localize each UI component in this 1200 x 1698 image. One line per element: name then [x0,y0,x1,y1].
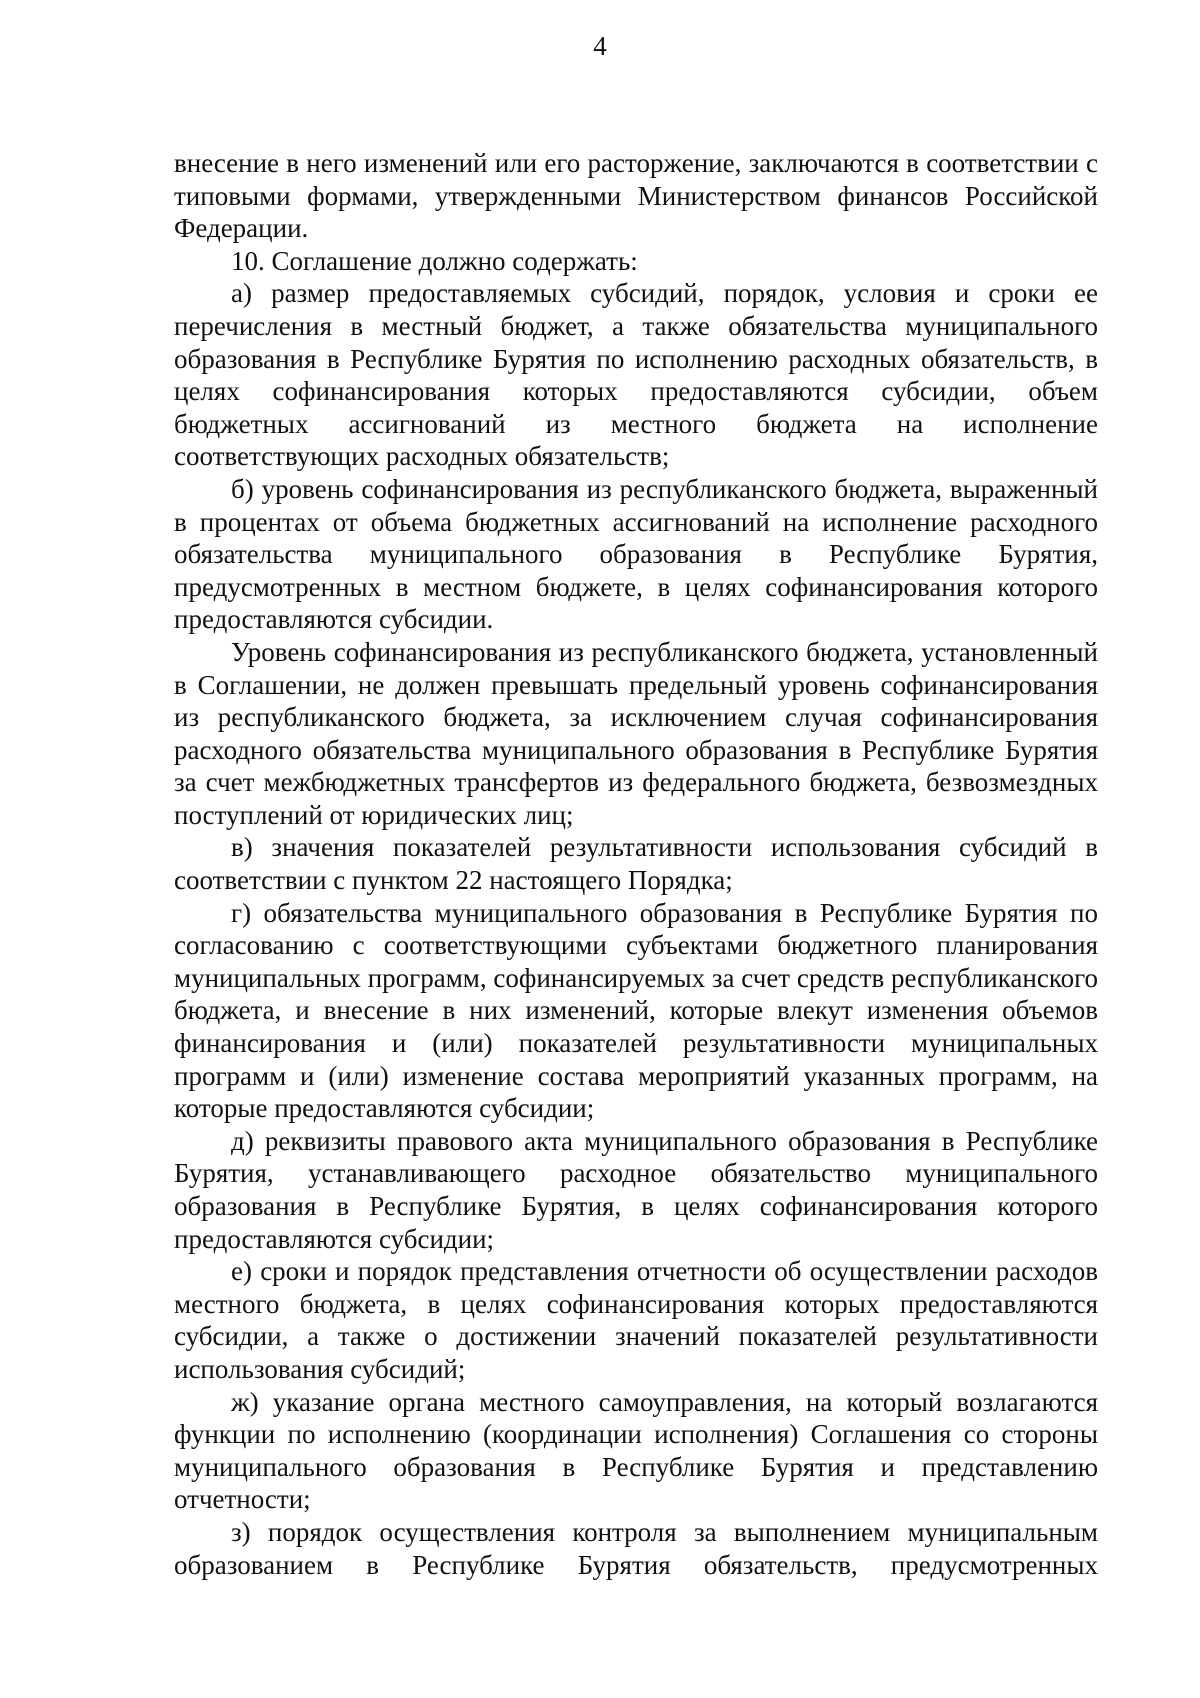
paragraph-continuation: внесение в него изменений или его расторжение, заключаются в соответствии с типовыми формами, утвержденными Министерством финансов Российской Федерации. [174,148,1098,244]
paragraph-subitem-b: б) уровень софинансирования из республиканского бюджета, выраженный в процентах от объема бюджетных ассигнований на исполнение расходного обязательства муниципального образования в Республике Бурятия, предусмотренных в местном бюджете, в целях софинансирования которого предоставляются субсидии. [174,473,1098,635]
paragraph-subitem-g: г) обязательства муниципального образования в Республике Бурятия по согласованию с соответствующими субъектами бюджетного планирования муниципальных программ, софинансируемых за счет средств республиканского бюджета, и внесение в них изменений, которые влекут изменения объемов финансирования и (или) показателей результативности муниципальных программ и (или) изменение состава мероприятий указанных программ, на которые предоставляются субсидии; [174,897,1098,1124]
document-body [174,147,1098,1581]
page-number: 4 [593,31,607,61]
paragraph-subitem-d: д) реквизиты правового акта муниципального образования в Республике Бурятия, устанавливающего расходное обязательство муниципального образования в Республике Бурятия, в целях софинансирования которого предоставляются субсидии; [174,1125,1098,1254]
paragraph-subitem-e: е) сроки и порядок представления отчетности об осуществлении расходов местного бюджета, в целях софинансирования которых предоставляются субсидии, а также о достижении значений показателей результативности использования субсидий; [174,1256,1098,1384]
paragraph-cofinancing-level: Уровень софинансирования из республиканского бюджета, установленный в Соглашении, не должен превышать предельный уровень софинансирования из республиканского бюджета, за исключением случая софинансирования расходного обязательства муниципального образования в Республике Бурятия за счет межбюджетных трансфертов из федерального бюджета, безвозмездных поступлений от юридических лиц; [174,636,1098,830]
paragraph-subitem-v: в) значения показателей результативности использования субсидий в соответствии с пунктом 22 настоящего Порядка; [174,832,1098,896]
paragraph-item-10: 10. Соглашение должно содержать: [231,245,638,276]
paragraph-subitem-z: з) порядок осуществления контроля за выполнением муниципальным образованием в Республике Бурятия обязательств, предусмотренных [174,1516,1098,1580]
paragraph-subitem-zh: ж) указание органа местного самоуправления, на который возлагаются функции по исполнению (координации исполнения) Соглашения со стороны муниципального образования в Республике Бурятия и представлению отчетности; [174,1386,1098,1515]
paragraph-subitem-a: а) размер предоставляемых субсидий, порядок, условия и сроки ее перечисления в местный бюджет, а также обязательства муниципального образования в Республике Бурятия по исполнению расходных обязательств, в целях софинансирования которых предоставляются субсидии, объем бюджетных ассигнований из местного бюджета на исполнение соответствующих расходных обязательств; [174,278,1098,472]
